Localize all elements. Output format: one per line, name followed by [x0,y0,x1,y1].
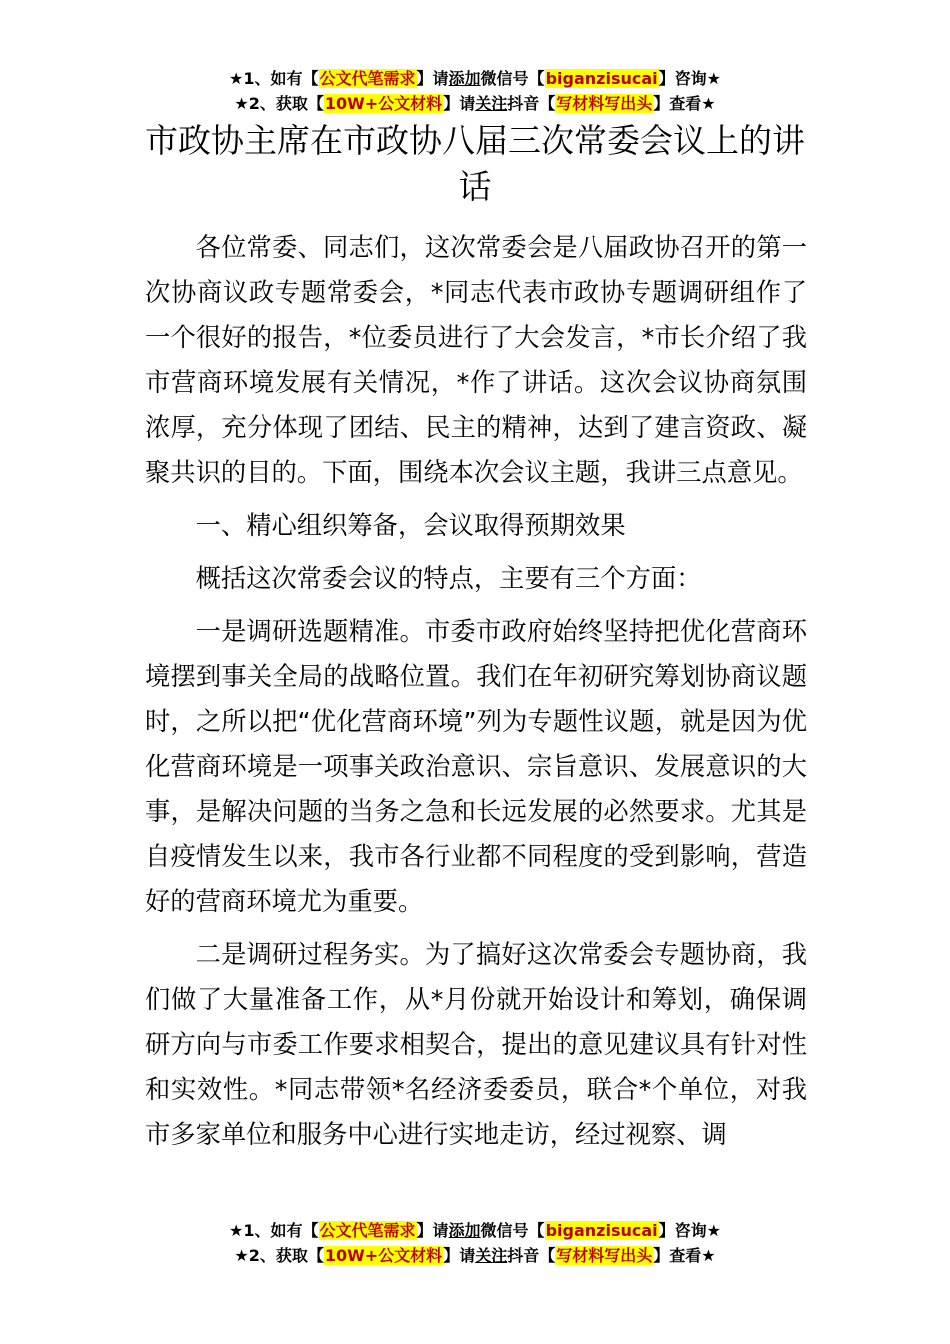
banner-underline: 关注 [475,94,508,113]
banner-text: 抖音【 [507,1246,556,1265]
paragraph-intro: 各位常委、同志们，这次常委会是八届政协召开的第一次协商议政专题常委会，*同志代表市政协专题调研组作了一个很好的报告，*位委员进行了大会发言，*市长介绍了我市营商环境发展有关情况，*作了讲话。这次会议协商氛围浓厚，充分体现了团结、民主的精神，达到了建言资政、凝聚共识的目的。下面，围绕本次会议主题，我讲三点意见。 [145,233,807,487]
banner-text: 微信号【 [480,69,545,88]
banner-text: 】请 [416,69,449,88]
banner-highlight: 写材料写出头 [556,94,653,113]
banner-text: 2、获取【 [248,1246,324,1265]
banner-highlight: 写材料写出头 [556,1246,653,1265]
banner-text: 】咨询 [658,69,707,88]
banner-line-2 [0,1243,950,1268]
banner-text: 抖音【 [507,94,556,113]
paragraph-summary: 概括这次常委会议的特点，主要有三个方面： [195,564,702,593]
banner-text: 】请 [443,1246,476,1265]
section-heading-1: 一、精心组织筹备，会议取得预期效果 [195,511,626,540]
banner-line-2 [0,91,950,116]
banner-text: 】查看 [653,94,702,113]
banner-text: 1、如有【 [243,69,319,88]
banner-text: 2、获取【 [248,94,324,113]
banner-highlight: 公文代笔需求 [319,69,416,88]
banner-highlight: 10W+公文材料 [324,94,443,113]
banner-line-1 [0,66,950,91]
star-icon: ★ [706,69,721,88]
banner-highlight: biganzisucai [545,1221,658,1240]
banner-text: 】查看 [653,1246,702,1265]
star-icon: ★ [701,1246,716,1265]
header-banner [0,66,950,116]
banner-text: 】咨询 [658,1221,707,1240]
banner-underline: 添加 [448,69,481,88]
banner-text: 】请 [416,1221,449,1240]
banner-highlight: 公文代笔需求 [319,1221,416,1240]
banner-line-1 [0,1218,950,1243]
banner-text: 微信号【 [480,1221,545,1240]
star-icon: ★ [706,1221,721,1240]
paragraph-point-1: 一是调研选题精准。市委市政府始终坚持把优化营商环境摆到事关全局的战略位置。我们在年初研究筹划协商议题时，之所以把“优化营商环境”列为专题性议题，就是因为优化营商环境是一项事关政治意识、宗旨意识、发展意识的大事，是解决问题的当务之急和长远发展的必然要求。尤其是自疫情发生以来，我市各行业都不同程度的受到影响，营造好的营商环境尤为重要。 [145,617,807,916]
footer-banner [0,1218,950,1268]
star-icon: ★ [234,1246,249,1265]
banner-text: 1、如有【 [243,1221,319,1240]
banner-underline: 关注 [475,1246,508,1265]
paragraph-point-2: 二是调研过程务实。为了搞好这次常委会专题协商，我们做了大量准备工作，从*月份就开始设计和筹划，确保调研方向与市委工作要求相契合，提出的意见建议具有针对性和实效性。*同志带领*名经济委委员，联合*个单位，对我市多家单位和服务中心进行实地走访，经过视察、调 [145,940,807,1149]
star-icon: ★ [234,94,249,113]
document-title: 市政协主席在市政协八届三次常委会议上的讲话 [145,121,805,206]
banner-text: 】请 [443,94,476,113]
star-icon: ★ [229,69,244,88]
star-icon: ★ [229,1221,244,1240]
star-icon: ★ [701,94,716,113]
banner-highlight: biganzisucai [545,69,658,88]
banner-highlight: 10W+公文材料 [324,1246,443,1265]
document-body [145,225,807,1157]
banner-underline: 添加 [448,1221,481,1240]
